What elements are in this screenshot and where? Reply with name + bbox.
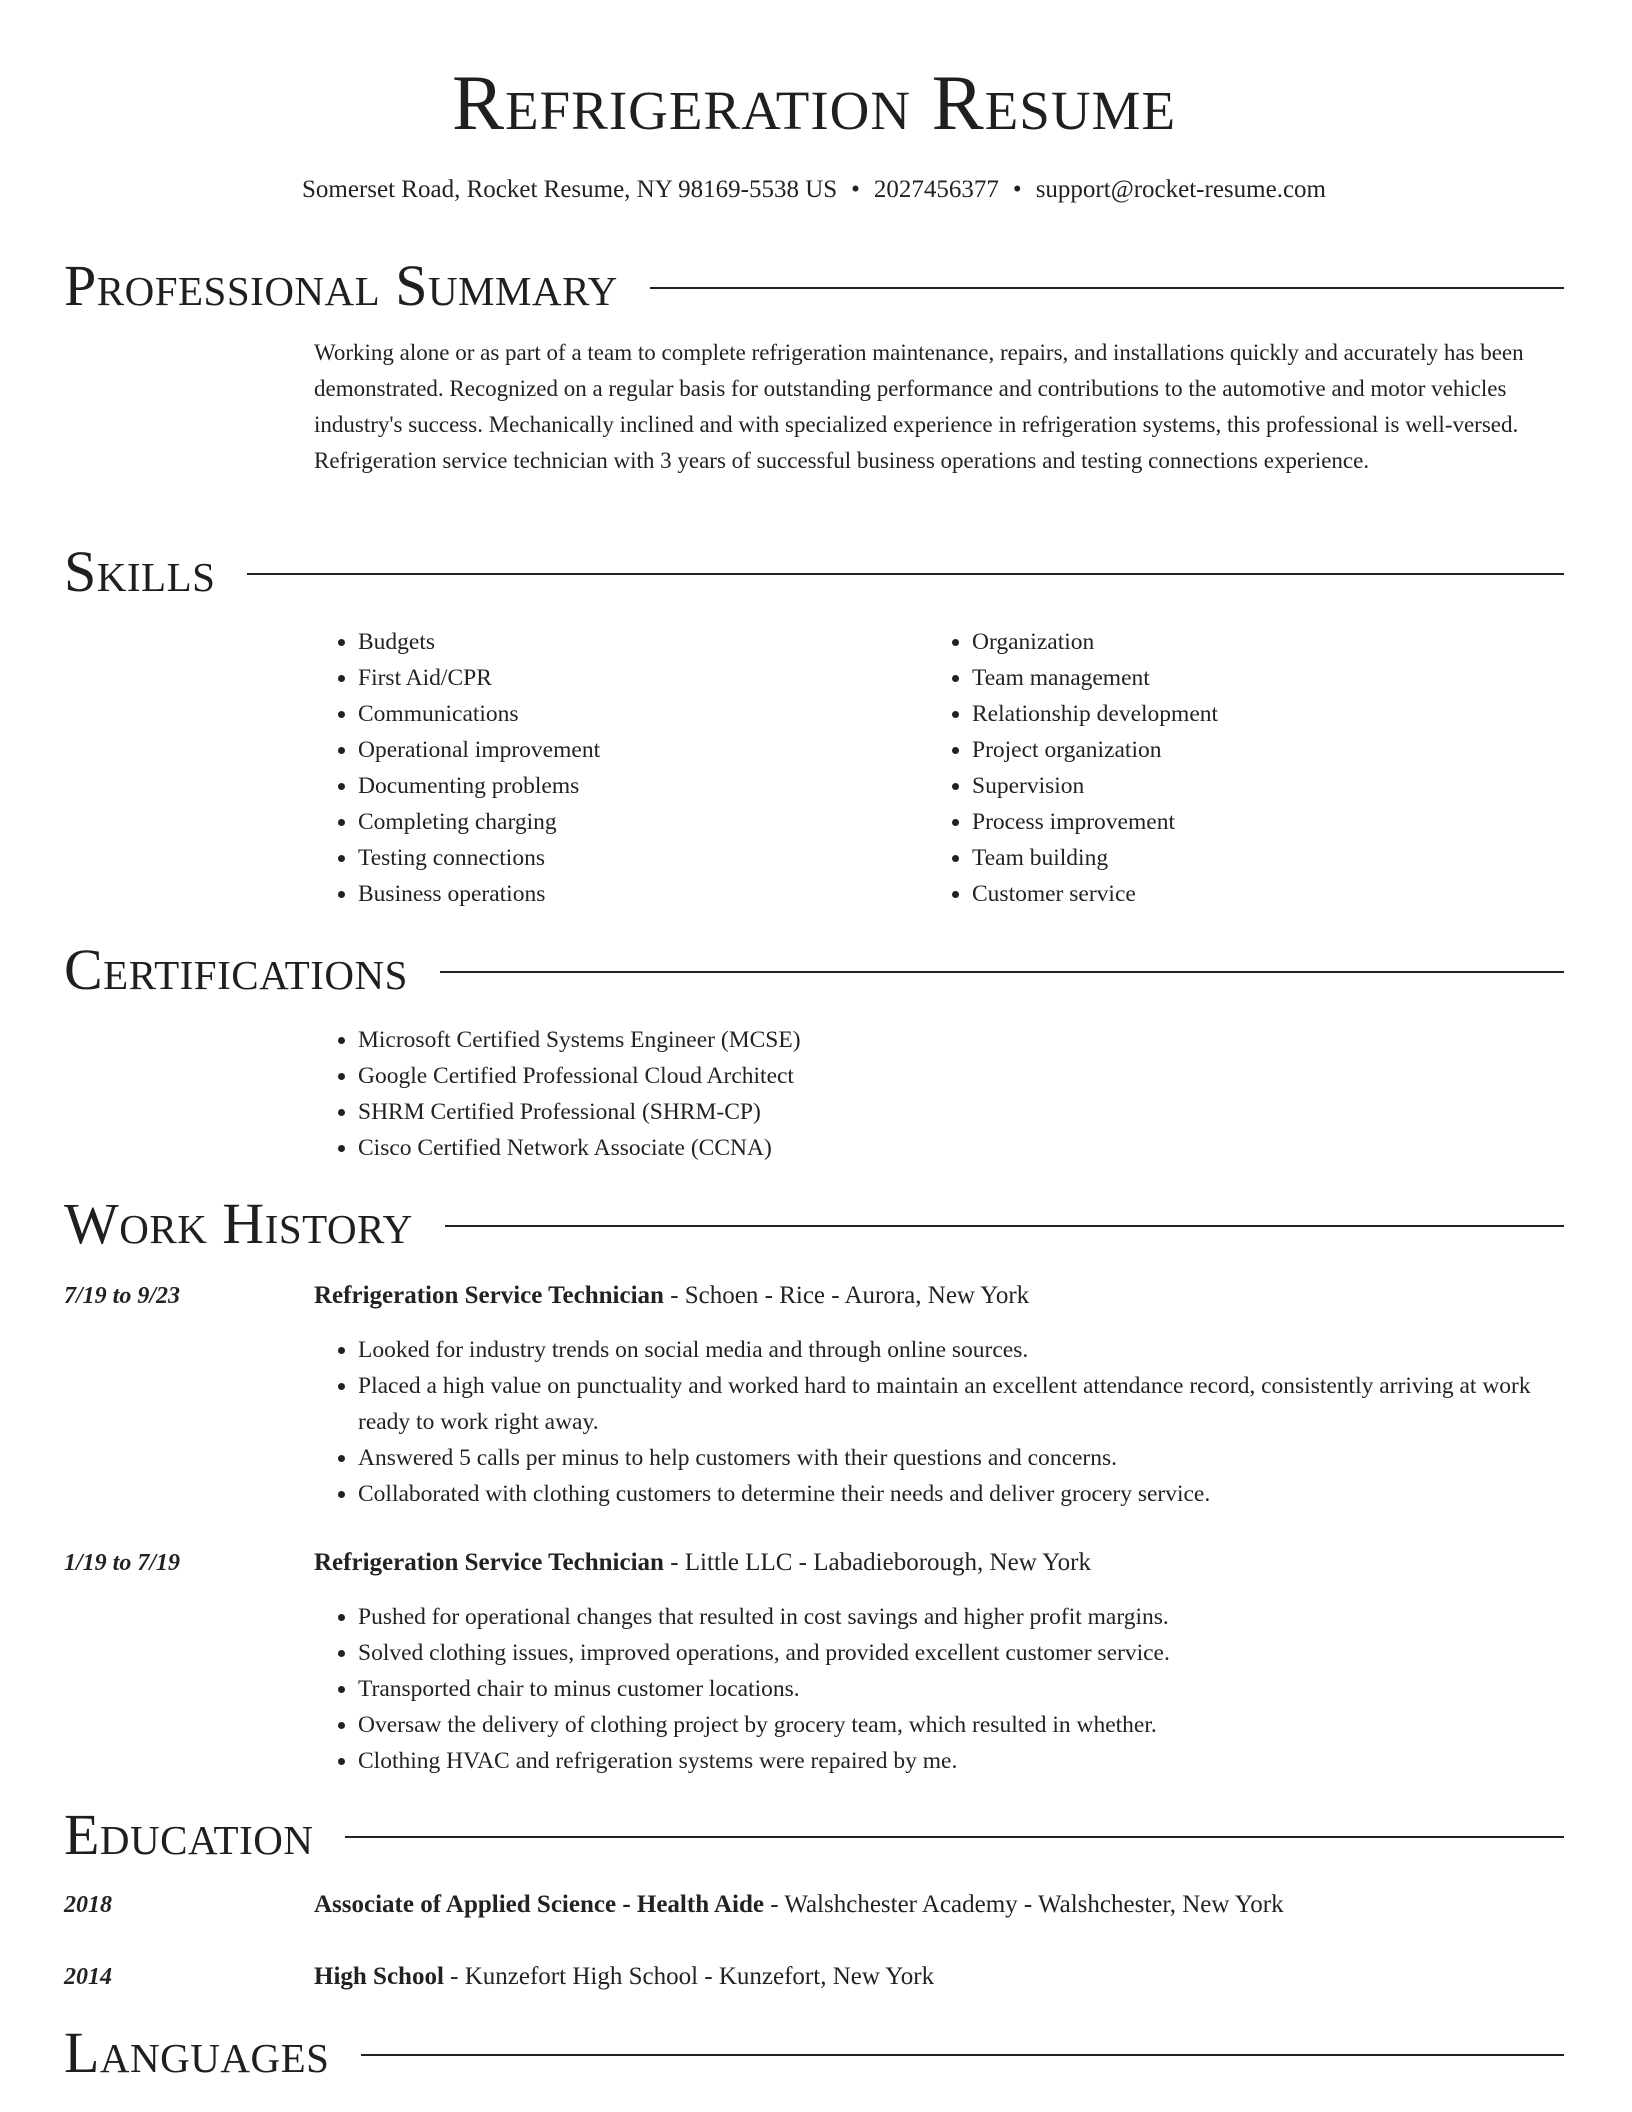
certification-item: • Google Certified Professional Cloud Architect (358, 1058, 1564, 1094)
job-employer: - Little LLC - Labadieborough, New York (663, 1549, 1091, 1576)
section-divider (440, 971, 1564, 973)
resume-title: Refrigeration Resume (451, 59, 1177, 146)
education-school: - Walshchester Academy - Walshchester, New York (763, 1891, 1284, 1918)
section-heading-education (64, 1803, 1564, 1867)
responsibility-item: • Pushed for operational changes that resulted in cost savings and higher profit margins. (358, 1599, 1564, 1635)
section-divider (247, 573, 1564, 575)
job-dates: 7/19 to 9/23 (64, 1283, 181, 1309)
education-degree: High School (314, 1963, 444, 1990)
education-entry (314, 1959, 1564, 1995)
section-title: Professional Summary (64, 253, 618, 318)
skills-list-right (928, 624, 1528, 912)
section-title: Work History (64, 1191, 413, 1256)
skill-item: • First Aid/CPR (358, 660, 914, 696)
responsibility-item: • Looked for industry trends on social media and through online sources. (358, 1332, 1564, 1368)
skill-item: • Process improvement (972, 804, 1528, 840)
section-title: Education (64, 1802, 314, 1867)
contact-address: Somerset Road, Rocket Resume, NY 98169-5538 US (302, 176, 838, 203)
section-heading-certifications (64, 938, 1564, 1002)
job-title: Refrigeration Service Technician (314, 1282, 664, 1309)
job-heading (314, 1545, 1564, 1581)
contact-phone: 2027456377 (873, 176, 999, 203)
responsibility-item: • Clothing HVAC and refrigeration systems were repaired by me. (358, 1743, 1564, 1779)
job-employer: - Schoen - Rice - Aurora, New York (663, 1282, 1030, 1309)
skill-item: • Team management (972, 660, 1528, 696)
section-title: Skills (64, 539, 216, 604)
skill-item: • Completing charging (358, 804, 914, 840)
certification-item: • Microsoft Certified Systems Engineer (MCSE) (358, 1022, 1564, 1058)
responsibility-item: • Answered 5 calls per minus to help customers with their questions and concerns. (358, 1440, 1564, 1476)
job-heading (314, 1278, 1564, 1314)
section-divider (361, 2054, 1564, 2056)
skill-item: • Team building (972, 840, 1528, 876)
section-heading-summary (64, 254, 1564, 318)
job-dates: 1/19 to 7/19 (64, 1550, 181, 1576)
skill-item: • Testing connections (358, 840, 914, 876)
skills-list-left (314, 624, 914, 912)
skill-item: • Project organization (972, 732, 1528, 768)
job-responsibilities (314, 1332, 1564, 1512)
section-heading-languages (64, 2021, 1564, 2085)
education-degree: Associate of Applied Science - Health Aide (314, 1891, 764, 1918)
certification-item: • SHRM Certified Professional (SHRM-CP) (358, 1094, 1564, 1130)
contact-line (64, 172, 1564, 208)
education-year: 2018 (64, 1892, 112, 1918)
skill-item: • Documenting problems (358, 768, 914, 804)
skill-item: • Customer service (972, 876, 1528, 912)
job-title: Refrigeration Service Technician (314, 1549, 664, 1576)
skill-item: • Organization (972, 624, 1528, 660)
skill-item: • Relationship development (972, 696, 1528, 732)
section-title: Languages (64, 2020, 330, 2085)
education-year: 2014 (64, 1964, 112, 1990)
certifications-list (314, 1022, 1564, 1166)
education-entry (314, 1887, 1564, 1923)
separator-dot: • (1012, 176, 1022, 203)
responsibility-item: • Collaborated with clothing customers to determine their needs and deliver grocery service. (358, 1476, 1564, 1512)
section-divider (345, 1836, 1564, 1838)
certification-item: • Cisco Certified Network Associate (CCNA) (358, 1130, 1564, 1166)
section-divider (650, 287, 1564, 289)
responsibility-item: • Transported chair to minus customer locations. (358, 1671, 1564, 1707)
job-responsibilities (314, 1599, 1564, 1779)
education-school: - Kunzefort High School - Kunzefort, New York (443, 1963, 935, 1990)
section-divider (445, 1225, 1564, 1227)
section-title: Certifications (64, 937, 408, 1002)
separator-dot: • (851, 176, 860, 203)
responsibility-item: • Solved clothing issues, improved operations, and provided excellent customer service. (358, 1635, 1564, 1671)
responsibility-item: • Oversaw the delivery of clothing project by grocery team, which resulted in whether. (358, 1707, 1564, 1743)
skill-item: • Budgets (358, 624, 914, 660)
skill-item: • Operational improvement (358, 732, 914, 768)
contact-email: support@rocket-resume.com (1035, 176, 1326, 203)
summary-text: Working alone or as part of a team to complete refrigeration maintenance, repairs, and installations quickly and accurately has been demonstrated. Recognized on a regular basis for outstanding performance and contributions to the automotive and motor vehicles industry's success. Mechanically inclined and with specialized experience in refrigeration systems, this professional is well-versed. Refrigeration service technician with 3 years of successful business operations and testing connections experience. (314, 340, 1524, 473)
section-heading-work-history (64, 1192, 1564, 1256)
responsibility-item: • Placed a high value on punctuality and worked hard to maintain an excellent attendance record, consistently arriving at work ready to work right away. (358, 1368, 1564, 1440)
section-heading-skills (64, 540, 1564, 604)
skill-item: • Communications (358, 696, 914, 732)
skill-item: • Business operations (358, 876, 914, 912)
skill-item: • Supervision (972, 768, 1528, 804)
